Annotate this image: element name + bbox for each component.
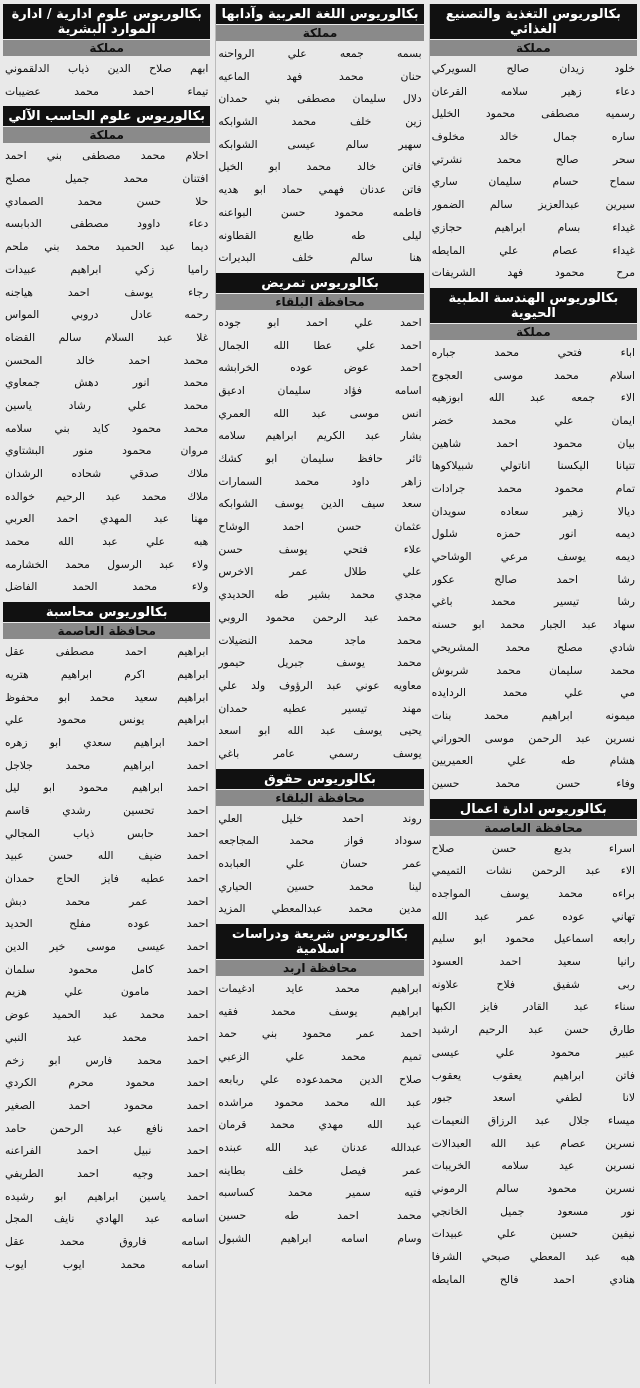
list-item: تهاني عوده عمر عبد الله — [431, 909, 635, 923]
list-item: احمد ضيف الله حسن عبيد — [5, 849, 209, 863]
list-item: رحمه عادل دروبي المواس — [5, 308, 209, 322]
list-item: شادي مصلح محمد المشريحي — [431, 640, 635, 654]
names-list — [3, 145, 210, 599]
degree-section — [3, 4, 210, 103]
list-item: يوسف رسمي عامر باغي — [218, 746, 422, 760]
list-item: نور مسعود جميل الخانجي — [431, 1204, 635, 1218]
list-item: احمد ابراهيم محمد جلاجل — [5, 758, 209, 772]
list-item: زين خلف محمد الشوابكه — [218, 115, 422, 129]
list-item: حلا حسن محمد الصمادي — [5, 194, 209, 208]
column-1 — [429, 4, 637, 1384]
list-item: ابراهيم يونس محمود علي — [5, 713, 209, 727]
list-item: ساره جمال خالد مخلوف — [431, 130, 635, 144]
degree-section — [430, 288, 637, 796]
names-list — [216, 808, 423, 921]
list-item: نسرين محمود سالم الرموني — [431, 1181, 635, 1195]
list-item: براءه محمد يوسف المواجده — [431, 887, 635, 900]
list-item: عمر حسان علي العبابده — [218, 857, 422, 870]
list-item: ابراهيم محمد عايد ادغيمات — [218, 982, 422, 996]
list-item: احمد محمود احمد الصغير — [5, 1098, 209, 1112]
degree-section — [430, 799, 637, 1292]
list-item: تيماء احمد محمد عضيبات — [5, 84, 209, 98]
list-item: احمد تحسين رشدي قاسم — [5, 803, 209, 817]
section-location: مملكة — [430, 40, 637, 56]
names-list — [216, 312, 423, 766]
list-item: محمد احمد خالد المحسن — [5, 353, 209, 367]
list-item: احمد ابراهيم محمود ابو ليل — [5, 781, 209, 795]
list-item: ولاء عبد الرسول محمد الخشارمه — [5, 557, 209, 571]
list-item: احمد علي احمد ابو جوده — [218, 315, 422, 329]
list-item: هبه عبد المعطي صبحي الشرفا — [431, 1250, 635, 1263]
list-item: محمد انور دهش جمعاوي — [5, 376, 209, 390]
list-item: احمد نبيل احمد الفراعنه — [5, 1144, 209, 1158]
list-item: سحر صالح محمد نشرتي — [431, 152, 635, 166]
list-item: احمد محمد فارس ابو زخم — [5, 1053, 209, 1067]
list-item: رابعه اسماعيل محمود ابو سليم — [431, 932, 635, 946]
list-item: احمد عمر محمد دبش — [5, 894, 209, 908]
list-item: مي علي محمد الردايده — [431, 686, 635, 700]
section-location: محافظة العاصمة — [430, 820, 637, 836]
section-location: محافظة العاصمة — [3, 623, 210, 639]
list-item: ملاك محمد عبد الرحيم خوالده — [5, 489, 209, 503]
list-item: ابراهيم احمد مصطفى عقل — [5, 645, 209, 659]
list-item: سماح حسام سليمان ساري — [431, 175, 635, 189]
section-title: بكالوريوس التغذية والتصنيع الغذائي — [430, 4, 637, 39]
list-item: مهنا عبد المهدي احمد العربي — [5, 512, 209, 526]
list-item: نسرين عبد الرحمن موسى الحوراني — [431, 731, 635, 745]
list-item: عبير محمود علي عيسى — [431, 1045, 635, 1059]
list-item: احمد مامون علي هزيم — [5, 985, 209, 999]
list-item: ايمان علي محمد خضر — [431, 413, 635, 427]
list-item: دعاء زهير سلامه القرعان — [431, 84, 635, 98]
list-item: محمد علي رشاد ياسين — [5, 398, 209, 412]
degree-section — [430, 4, 637, 285]
list-item: لانا لطفي اسعد جبور — [431, 1091, 635, 1105]
section-location: مملكة — [3, 40, 210, 56]
list-item: الاء عبد الرحمن نشات التميمي — [431, 864, 635, 878]
list-item: بسمه جمعه علي الرواحنه — [218, 47, 422, 60]
names-list — [430, 342, 637, 796]
list-item: اسلام محمد موسى العجوج — [431, 368, 635, 382]
list-item: ميساء جلال عبد الرزاق النعيمات — [431, 1113, 635, 1127]
list-item: احمد وجيه احمد الطريفي — [5, 1166, 209, 1180]
list-item: مدين محمد عبدالمعطي المزيد — [218, 902, 422, 916]
list-item: اسامه فاروق محمد عقل — [5, 1235, 209, 1248]
list-item: فاتن ابراهيم يعقوب يعقوب — [431, 1068, 635, 1082]
section-title: بكالوريوس علوم الحاسب الآلي — [3, 106, 210, 126]
list-item: يحيى يوسف عبد الله ابو اسعد — [218, 724, 422, 738]
list-item: زاهر داود محمد السمارات — [218, 474, 422, 488]
names-list — [3, 58, 210, 103]
section-location: محافظة البلقاء — [216, 294, 423, 310]
list-item: نيفين حسين علي عبيدات — [431, 1227, 635, 1241]
list-item: محمد عبد الرحمن محمود الروبي — [218, 610, 422, 624]
list-item: لينا محمد حسين الحياري — [218, 879, 422, 893]
list-item: ابهم صلاح الدين ذياب الدلقموني — [5, 62, 209, 75]
list-item: احمد نافع عبد الرحمن حامد — [5, 1121, 209, 1135]
list-item: عمر فيصل خلف بطاينه — [218, 1163, 422, 1177]
list-item: صلاح الدين محمدعوده علي ربابعه — [218, 1072, 422, 1086]
list-item: ديالا زهير سعاده سويدان — [431, 504, 635, 518]
list-item: رانيا سعيد احمد العسود — [431, 955, 635, 969]
list-item: مرح محمود فهد الشريفات — [431, 266, 635, 280]
list-item: بشار عبد الكريم ابراهيم سلامه — [218, 429, 422, 443]
list-item: بيان محمود احمد شاهين — [431, 436, 635, 450]
list-item: الاء جمعه عبد الله ابوزهيه — [431, 391, 635, 405]
names-list — [216, 43, 423, 270]
list-item: فتيه سمير محمد كساسبه — [218, 1186, 422, 1200]
degree-section — [216, 769, 423, 921]
section-title: بكالوريوس الهندسة الطبية الحيوية — [430, 288, 637, 323]
list-item: روند احمد خليل العلي — [218, 811, 422, 825]
list-item: ملاك صدقي شحاده الرشدان — [5, 467, 209, 480]
list-item: محمد سليمان محمد شربوش — [431, 663, 635, 677]
list-item: راميا زكي ابراهيم عبيدات — [5, 262, 209, 276]
list-item: هبه علي عبد الله محمد — [5, 535, 209, 549]
list-item: ديما عبد الحميد محمد بني ملحم — [5, 240, 209, 254]
list-item: غلا عبد السلام سالم القضاه — [5, 330, 209, 344]
list-item: ميمونه ابراهيم محمد بنات — [431, 708, 635, 722]
list-item: تتيانا اليكسنا اناتولي شبيلاكوها — [431, 459, 635, 473]
list-item: خلود زيدان صالح السويركي — [431, 62, 635, 75]
names-list — [3, 641, 210, 1276]
section-title: بكالوريوس شريعة ودراسات اسلامية — [216, 924, 423, 959]
list-item: احلام محمد مصطفى بني احمد — [5, 149, 209, 163]
list-item: احمد عيسى موسى خير الدين — [5, 940, 209, 954]
section-location: محافظة اربد — [216, 960, 423, 976]
list-item: احمد محمود محرم الكردي — [5, 1076, 209, 1090]
list-item: سيرين عبدالعزيز سالم الضمور — [431, 198, 635, 212]
degree-section — [216, 273, 423, 766]
list-item: احمد علي عطا الله الجمال — [218, 338, 422, 352]
list-item: مهند تيسير عطيه حمدان — [218, 701, 422, 715]
list-item: غيداء بسام ابراهيم حجازي — [431, 220, 635, 234]
list-item: عبد الله محمد محمود مراشده — [218, 1095, 422, 1109]
list-item: هنادي احمد فالح المايطه — [431, 1272, 635, 1286]
list-item: اسراء بديع حسن صلاح — [431, 841, 635, 855]
list-item: معاويه عوني عبد الرؤوف ولد علي — [218, 678, 422, 692]
list-item: فاطمه محمود حسن البواعنه — [218, 205, 422, 219]
list-item: احمد عوض عوده الخرابشه — [218, 361, 422, 375]
list-item: اباء فتحي محمد جباره — [431, 345, 635, 359]
degree-section — [3, 106, 210, 599]
list-item: انس موسى عبد الله العمري — [218, 406, 422, 420]
list-item: رشا تيسير محمد باغي — [431, 595, 635, 609]
list-item: علاء فتحي يوسف حسن — [218, 542, 422, 556]
degree-section — [216, 4, 423, 270]
list-item: سوداد فواز محمد المجاجعه — [218, 834, 422, 848]
list-item: وفاء حسن محمد حسين — [431, 776, 635, 790]
list-item: اسامه فؤاد سليمان ادعيق — [218, 383, 422, 397]
list-item: ولاء محمد الحمد الفاضل — [5, 580, 209, 594]
list-item: دلال سليمان مصطفى بني حمدان — [218, 92, 422, 106]
section-location: مملكة — [3, 127, 210, 143]
list-item: ديمه انور حمزه شلول — [431, 527, 635, 541]
column-3 — [3, 4, 210, 1384]
section-title: بكالوريوس اللغة العربية وآدابها — [216, 4, 423, 24]
section-title: بكالوريوس تمريض — [216, 273, 423, 293]
list-item: احمد عطيه فايز الحاج حمدان — [5, 872, 209, 885]
section-location: مملكة — [216, 25, 423, 41]
column-2 — [215, 4, 423, 1384]
list-item: عبد الله مهدي محمد قرمان — [218, 1118, 422, 1132]
names-list — [216, 978, 423, 1250]
list-item: نسرين عيد سلامه الخريبات — [431, 1159, 635, 1173]
list-item: وسام اسامه ابراهيم الشبول — [218, 1231, 422, 1245]
list-item: احمد محمد عبد الحميد عوض — [5, 1008, 209, 1022]
list-item: فاتن عدنان فهمي حماد ابو هديه — [218, 183, 422, 197]
list-item: علي طلال عمر الاخرس — [218, 565, 422, 579]
list-item: احمد كامل محمود سلمان — [5, 962, 209, 976]
list-item: رجاء يوسف احمد هياجنه — [5, 285, 209, 299]
list-item: سعد سيف الدين يوسف الشوابكه — [218, 497, 422, 511]
list-item: احمد حابس ذياب المجالي — [5, 826, 209, 840]
list-item: حنان محمد فهد الماعيه — [218, 69, 422, 83]
list-item: اسامه محمد ايوب ايوب — [5, 1257, 209, 1271]
list-item: احمد ابراهيم سعدي ابو زهره — [5, 735, 209, 749]
list-item: ربى شفيق فلاح علاونه — [431, 977, 635, 991]
list-item: سهير سالم عيسى الشوابكه — [218, 137, 422, 151]
section-location: محافظة البلقاء — [216, 790, 423, 806]
list-item: افتنان محمد جميل مصلح — [5, 172, 209, 186]
list-item: عبدالله عدنان عبد الله عبنده — [218, 1140, 422, 1154]
degree-section — [216, 924, 423, 1250]
list-item: سناء عبد القادر فايز الكبها — [431, 1000, 635, 1014]
list-item: رسميه مصطفى محمود الخليل — [431, 107, 635, 121]
list-item: محمد احمد طه حسين — [218, 1208, 422, 1222]
list-item: ابراهيم يوسف محمد فقيه — [218, 1004, 422, 1018]
section-title: بكالوريوس ادارة اعمال — [430, 799, 637, 819]
list-item: مروان محمود منور البشتاوي — [5, 444, 209, 458]
list-item: احمد محمد عبد النبي — [5, 1030, 209, 1044]
list-item: احمد عمر محمود بني حمد — [218, 1027, 422, 1041]
list-item: نسرين عصام عبد الله العبدالات — [431, 1136, 635, 1150]
list-item: تميم محمد علي الزعبي — [218, 1050, 422, 1064]
list-item: محمد يوسف جبريل حيمور — [218, 656, 422, 670]
names-list — [430, 838, 637, 1292]
section-title: بكالوريوس علوم ادارية / ادارة الموارد البشرية — [3, 4, 210, 39]
list-item: مجدي محمد بشير طه الحديدي — [218, 588, 422, 602]
names-list — [430, 58, 637, 285]
list-item: اسامه عبد الهادي نايف المجل — [5, 1212, 209, 1226]
list-item: محمد ماجد محمد النضيلات — [218, 633, 422, 647]
list-item: رشا احمد صالح عكور — [431, 572, 635, 586]
section-location: مملكة — [430, 324, 637, 340]
list-item: احمد ياسين ابراهيم ابو رشيده — [5, 1189, 209, 1203]
section-title: بكالوريوس حقوق — [216, 769, 423, 789]
list-item: ثائر حافظ سليمان ابو كشك — [218, 452, 422, 465]
list-item: عثمان حسن احمد الوشاح — [218, 520, 422, 534]
list-item: فاتن خالد محمد ابو الخيل — [218, 160, 422, 174]
list-item: ديمه يوسف مرعي الوشاحي — [431, 550, 635, 564]
list-item: دعاء داوود مصطفى الدبابسه — [5, 217, 209, 231]
list-item: محمد محمود كايد بني سلامه — [5, 421, 209, 435]
list-item: طارق حسن عبد الرحيم ارشيد — [431, 1023, 635, 1037]
list-item: ليلى طه طايع القطاونه — [218, 228, 422, 242]
list-item: هشام طه علي العميريين — [431, 754, 635, 768]
degree-section — [3, 602, 210, 1276]
list-item: احمد عوده مفلح الحديد — [5, 917, 209, 931]
list-item: هنا سالم خلف البديرات — [218, 251, 422, 265]
list-item: سهاد عبد الجبار محمد ابو حسنه — [431, 618, 635, 632]
section-title: بكالوريوس محاسبة — [3, 602, 210, 622]
list-item: غيداء عصام علي المايطه — [431, 243, 635, 257]
list-item: ابراهيم اكرم ابراهيم هتريه — [5, 667, 209, 681]
list-item: تمام محمود محمد جرادات — [431, 482, 635, 495]
list-item: ابراهيم سعيد محمد ابو محفوظ — [5, 690, 209, 704]
